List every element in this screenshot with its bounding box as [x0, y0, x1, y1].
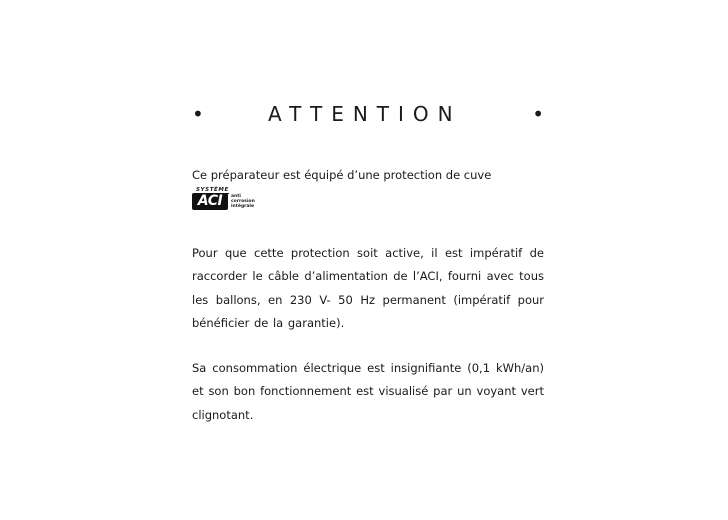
page-title: ATTENTION — [268, 102, 462, 126]
bullet-right: • — [532, 102, 544, 126]
attention-header — [192, 98, 544, 130]
logo-sub-line: intégrale — [231, 204, 255, 209]
paragraph-consumption: Sa consommation électrique est insignifiante (0,1 kWh/an) et son bon fonctionnement est visualisé par un voyant vert clignotant. — [192, 360, 544, 422]
logo-subtitle — [231, 194, 255, 209]
intro-text: Ce préparateur est équipé d’une protection de cuve — [192, 168, 492, 182]
bullet-left: • — [192, 102, 204, 126]
logo-sub-line: corrosion — [231, 199, 255, 204]
logo-sub-line: anti — [231, 194, 241, 199]
paragraph-protection: Pour que cette protection soit active, il est impératif de raccorder le câble d’alimentation de l’ACI, fourni avec tous les ballons, en 230 V- 50 Hz permanent (impératif pour bénéficier de la garantie). — [192, 245, 544, 330]
logo-aci-mark: ACI — [192, 193, 228, 210]
logo-system-label: SYSTÈME — [196, 187, 229, 193]
aci-system-logo — [192, 187, 262, 213]
